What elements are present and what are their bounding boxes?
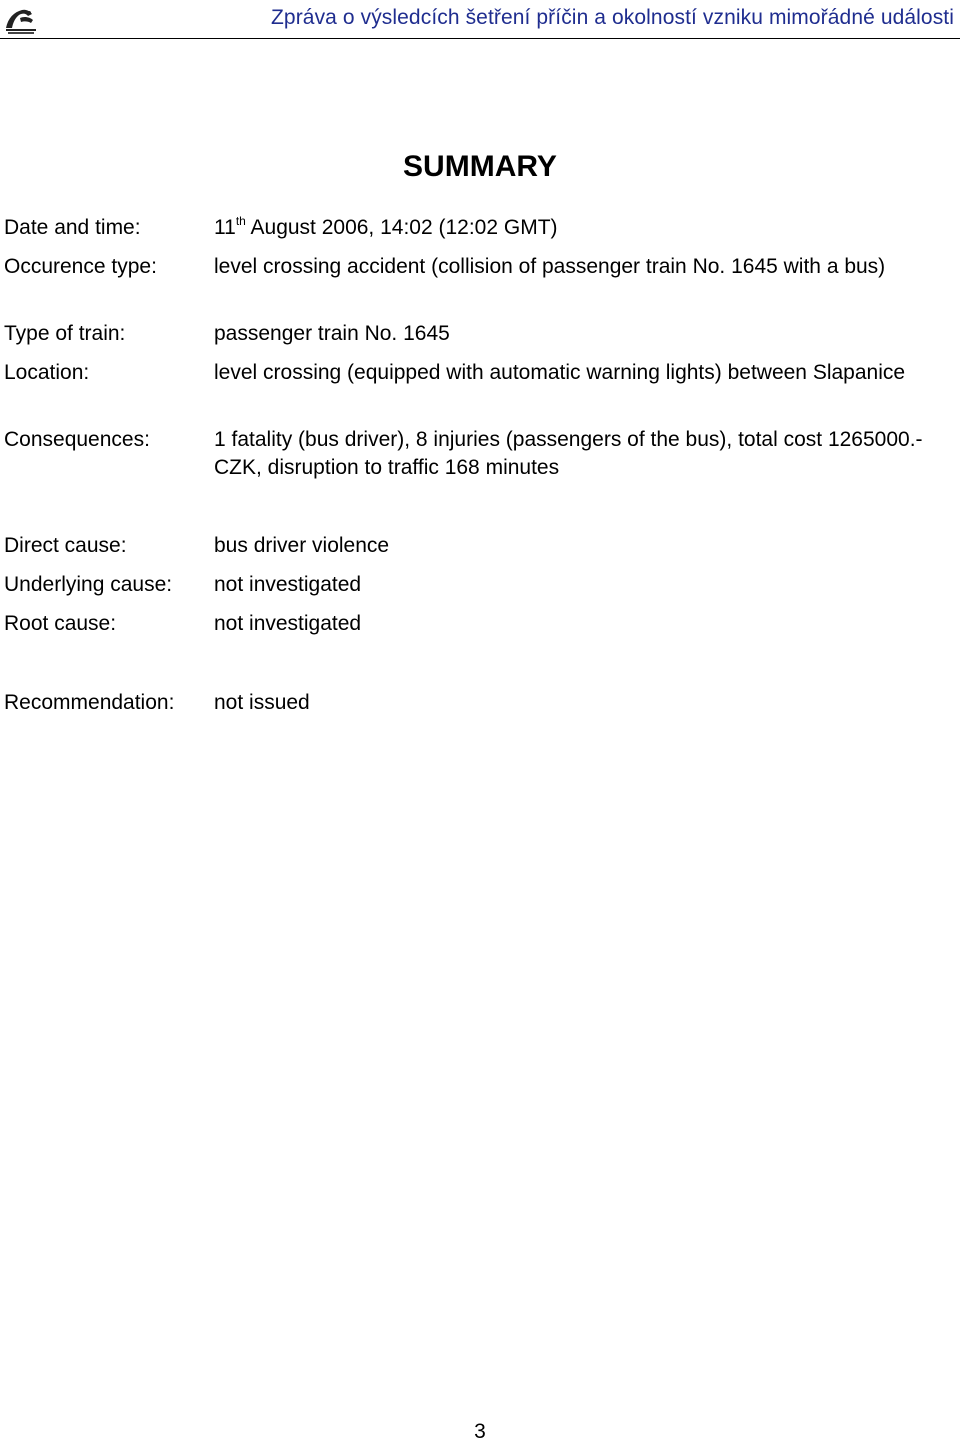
date-time-value	[214, 214, 958, 242]
header-title: Zpráva o výsledcích šetření příčin a okolností vzniku mimořádné události	[270, 6, 954, 29]
root-cause-label: Root cause:	[4, 612, 117, 635]
direct-cause-value: bus driver violence	[214, 534, 390, 557]
date-day: 11	[214, 216, 236, 239]
underlying-cause-value: not investigated	[214, 573, 362, 596]
page-header	[0, 0, 960, 40]
rail-inspectorate-logo-icon	[2, 4, 40, 36]
consequences-label: Consequences:	[4, 428, 150, 451]
direct-cause-label: Direct cause:	[4, 534, 127, 557]
location-value: level crossing (equipped with automatic warning lights) between Slapanice	[214, 361, 906, 384]
underlying-cause-label: Underlying cause:	[4, 573, 173, 596]
type-of-train-label: Type of train:	[4, 322, 126, 345]
consequences-value: 1 fatality (bus driver), 8 injuries (passengers of the bus), total cost 1265000.- CZK, disruption to traffic 168 minutes	[214, 428, 923, 479]
location-label: Location:	[4, 361, 90, 384]
recommendation-label: Recommendation:	[4, 691, 175, 714]
page-number: 3	[474, 1420, 486, 1443]
date-rest: August 2006, 14:02 (12:02 GMT)	[245, 216, 558, 239]
occurence-type-label: Occurence type:	[4, 255, 157, 278]
recommendation-value: not issued	[214, 691, 310, 714]
page-title: SUMMARY	[403, 150, 557, 183]
type-of-train-value: passenger train No. 1645	[214, 322, 450, 345]
header-divider	[0, 38, 960, 39]
date-ordinal-suffix: th	[235, 214, 246, 228]
root-cause-value: not investigated	[214, 612, 362, 635]
date-time-label: Date and time:	[4, 216, 141, 239]
occurence-type-value: level crossing accident (collision of passenger train No. 1645 with a bus)	[214, 255, 886, 278]
